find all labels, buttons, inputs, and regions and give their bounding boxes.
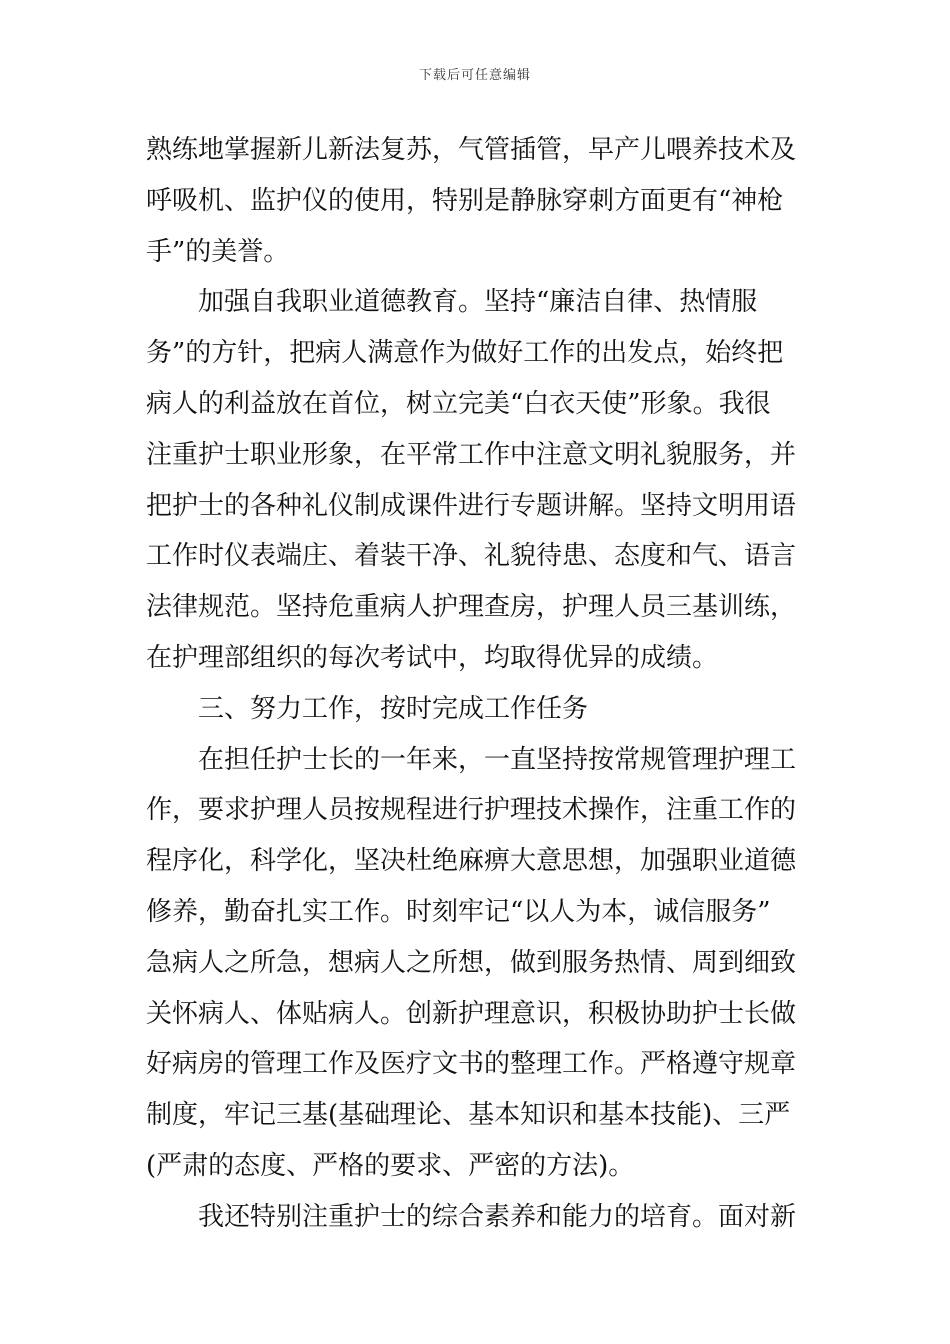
text-line: 病人的利益放在首位，树立完美“白衣天使”形象。我很 <box>146 388 771 419</box>
text-line: 好病房的管理工作及医疗文书的整理工作。严格遵守规章 <box>146 1049 797 1080</box>
text-line: 务”的方针，把病人满意作为做好工作的出发点，始终把 <box>146 338 784 369</box>
text-line: (严肃的态度、严格的要求、严密的方法)。 <box>146 1150 635 1181</box>
text-line: 我还特别注重护士的综合素养和能力的培育。面对新 <box>198 1201 797 1232</box>
text-line: 熟练地掌握新儿新法复苏，气管插管，早产儿喂养技术及 <box>146 135 797 165</box>
text-line: 把护士的各种礼仪制成课件进行专题讲解。坚持文明用语 <box>146 490 797 521</box>
document-body <box>146 125 810 1243</box>
page-header: 下载后可任意编辑 <box>418 68 531 83</box>
text-line: 在护理部组织的每次考试中，均取得优异的成绩。 <box>146 642 719 673</box>
text-line: 呼吸机、监护仪的使用，特别是静脉穿刺方面更有“神枪 <box>146 185 784 216</box>
text-line: 加强自我职业道德教育。坚持“廉洁自律、热情服 <box>198 287 758 318</box>
text-line: 工作时仪表端庄、着装干净、礼貌待患、态度和气、语言 <box>146 541 797 572</box>
text-line: 作，要求护理人员按规程进行护理技术操作，注重工作的 <box>146 795 797 826</box>
text-line: 修养，勤奋扎实工作。时刻牢记“以人为本，诚信服务” <box>146 896 771 927</box>
text-line: 注重护士职业形象，在平常工作中注意文明礼貌服务，并 <box>146 439 797 470</box>
text-line: 制度，牢记三基(基础理论、基本知识和基本技能)、三严 <box>146 1100 791 1131</box>
text-line: 法律规范。坚持危重病人护理查房，护理人员三基训练， <box>146 592 797 623</box>
text-line: 急病人之所急，想病人之所想，做到服务热情、周到细致 <box>146 947 797 978</box>
text-line: 三、努力工作，按时完成工作任务 <box>198 693 589 724</box>
text-line: 手”的美誉。 <box>146 236 290 267</box>
text-line: 程序化，科学化，坚决杜绝麻痹大意思想，加强职业道德 <box>146 846 797 877</box>
text-line: 关怀病人、体贴病人。创新护理意识，积极协助护士长做 <box>146 998 797 1029</box>
text-line: 在担任护士长的一年来，一直坚持按常规管理护理工 <box>198 744 797 775</box>
